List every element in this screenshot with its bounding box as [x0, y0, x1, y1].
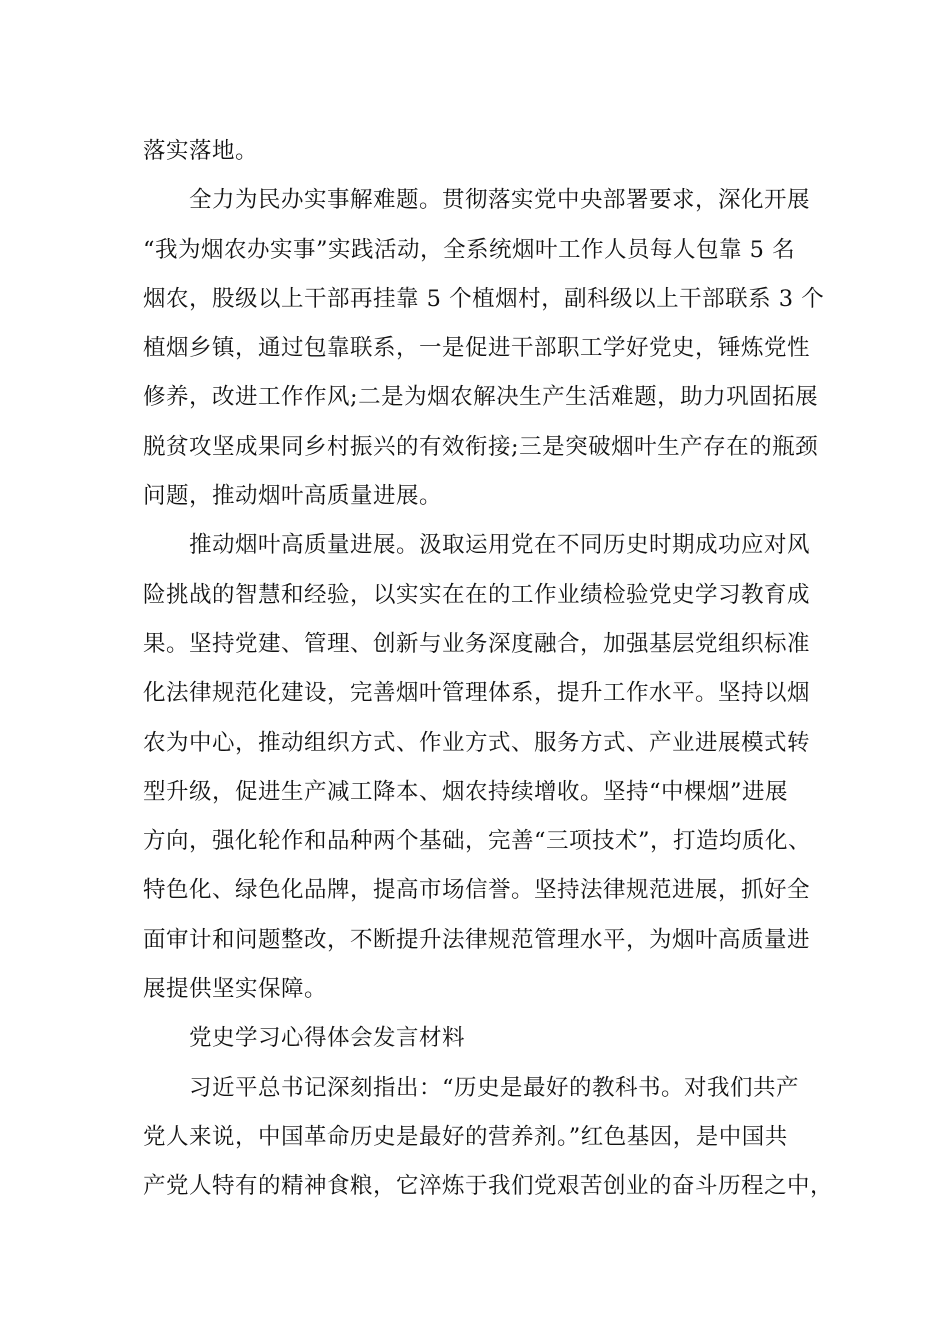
text-line: 农为中心，推动组织方式、作业方式、服务方式、产业进展模式转 [143, 729, 811, 756]
text-line: 方向，强化轮作和品种两个基础，完善“三项技术”，打造均质化、 [143, 828, 812, 855]
text-line: 特色化、绿色化品牌，提高市场信誉。坚持法律规范进展，抓好全 [143, 877, 811, 904]
text-line: 展提供坚实保障。 [143, 976, 328, 1003]
text-line: 产党人特有的精神食粮，它淬炼于我们党艰苦创业的奋斗历程之中， [143, 1173, 834, 1200]
text-line: 问题，推动烟叶高质量进展。 [143, 483, 443, 510]
paragraph-first-line: 习近平总书记深刻指出：“历史是最好的教科书。对我们共产 [189, 1074, 800, 1101]
text-line: 落实落地。 [143, 138, 259, 164]
text-line: 型升级，促进生产减工降本、烟农持续增收。坚持“中棵烟”进展 [143, 778, 789, 805]
text-line: 烟农，股级以上干部再挂靠 5 个植烟村，副科级以上干部联系 3 个 [143, 285, 825, 312]
text-line: 面审计和问题整改，不断提升法律规范管理水平，为烟叶高质量进 [143, 926, 811, 953]
text-line: 植烟乡镇，通过包靠联系，一是促进干部职工学好党史，锤炼党性 [143, 335, 811, 362]
text-line: 脱贫攻坚成果同乡村振兴的有效衔接;三是突破烟叶生产存在的瓶颈 [143, 433, 819, 460]
section-heading: 党史学习心得体会发言材料 [189, 1025, 466, 1052]
text-line: 化法律规范化建设，完善烟叶管理体系，提升工作水平。坚持以烟 [143, 680, 811, 707]
paragraph-first-line: 全力为民办实事解难题。贯彻落实党中央部署要求，深化开展 [189, 187, 811, 214]
document-body [143, 127, 834, 1212]
text-line: 修养，改进工作作风;二是为烟农解决生产生活难题，助力巩固拓展 [143, 384, 819, 411]
text-line: 险挑战的智慧和经验，以实实在在的工作业绩检验党史学习教育成 [143, 581, 811, 608]
paragraph-first-line: 推动烟叶高质量进展。汲取运用党在不同历史时期成功应对风 [189, 532, 811, 559]
text-line: 党人来说，中国革命历史是最好的营养剂。”红色基因，是中国共 [143, 1123, 788, 1150]
text-line: 果。坚持党建、管理、创新与业务深度融合，加强基层党组织标准 [143, 630, 811, 657]
text-line: “我为烟农办实事”实践活动，全系统烟叶工作人员每人包靠 5 名 [143, 236, 796, 263]
